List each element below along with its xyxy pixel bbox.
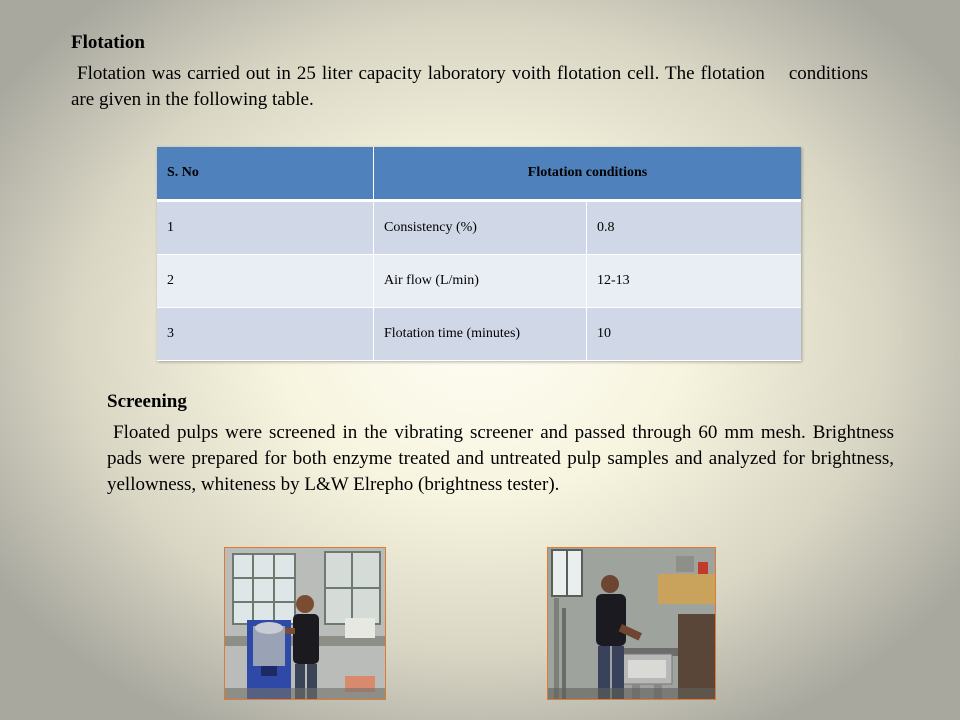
cell-value: 10 [587, 308, 802, 361]
screener-photo [547, 547, 716, 700]
table-row [157, 308, 801, 361]
screening-paragraph-text: Floated pulps were screened in the vibrating screener and passed through 60 mm mesh. Brightness pads were prepared for both enzyme treated and untreated pulp samples and analyzed for brightness, yellowness, whiteness by L&W Elrepho (brightness tester). [107, 422, 894, 495]
table-row [157, 201, 801, 255]
flotation-conditions-table [157, 147, 801, 361]
flotation-cell-photo [224, 547, 386, 700]
header-conditions: Flotation conditions [374, 147, 802, 201]
flotation-paragraph-text: Flotation was carried out in 25 liter capacity laboratory voith flotation cell. The flotation conditions are given in the following table. [71, 63, 868, 110]
cell-sno: 3 [157, 308, 374, 361]
flotation-cell-photo-image [225, 548, 385, 699]
table-row [157, 255, 801, 308]
cell-condition: Consistency (%) [374, 201, 587, 255]
screener-photo-image [548, 548, 715, 699]
header-sno: S. No [157, 147, 374, 201]
flotation-paragraph [71, 61, 868, 113]
cell-value: 12-13 [587, 255, 802, 308]
cell-sno: 2 [157, 255, 374, 308]
cell-condition: Flotation time (minutes) [374, 308, 587, 361]
table-header-row [157, 147, 801, 201]
flotation-heading: Flotation [71, 32, 145, 53]
screening-paragraph [107, 420, 894, 498]
cell-condition: Air flow (L/min) [374, 255, 587, 308]
cell-value: 0.8 [587, 201, 802, 255]
screening-heading: Screening [107, 391, 187, 412]
cell-sno: 1 [157, 201, 374, 255]
